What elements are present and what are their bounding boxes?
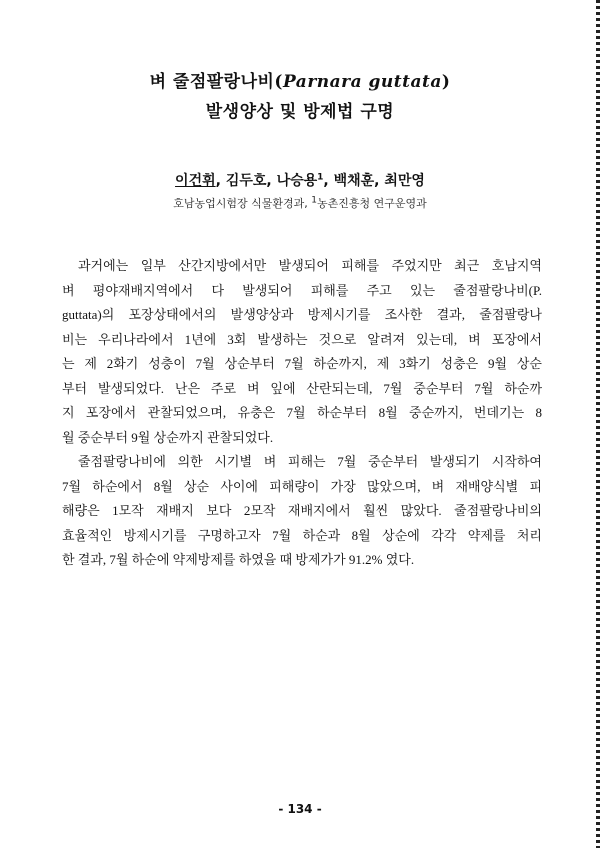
abstract-line: 효율적인 방제시기를 구명하고자 7월 하순과 8월 상순에 각각 약제를 처리: [62, 527, 542, 543]
abstract-line: 벼 평야재배지역에서 다 발생되어 피해를 주고 있는 줄점팔랑나비(P.: [62, 282, 542, 298]
abstract-line: 한 결과, 7월 하순에 약제방제를 하였을 때 방제가가 91.2% 였다.: [62, 552, 415, 567]
affiliation-marker: 1: [317, 172, 324, 183]
scan-edge: [596, 0, 600, 848]
abstract-line: 해량은 1모작 재배지 보다 2모작 재배지에서 훨씬 많았다. 줄점팔랑나비의: [62, 503, 542, 518]
abstract-line: 비는 우리나라에서 1년에 3회 발생하는 것으로 알려져 있는데, 벼 포장에서: [62, 331, 542, 347]
affiliation-marker: 1: [311, 195, 317, 206]
affiliations: 호남농업시험장 식물환경과, $^1$농촌진흥청 연구운영과: [173, 195, 427, 210]
author-list: 이건휘, 김두호, 나승용$^1$, 백채훈, 최만영: [175, 172, 425, 189]
abstract: [62, 254, 542, 573]
abstract-line: 7월 하순에서 8월 상순 사이에 피해량이 가장 많았으며, 벼 재배양식별 피: [62, 478, 542, 494]
abstract-line: guttata)의 포장상태에서의 발생양상과 방제시기를 조사한 결과, 줄점팔랑나: [62, 307, 542, 322]
first-author: 이건휘: [175, 173, 216, 189]
abstract-line: 과거에는 일부 산간지방에서만 발생되어 피해를 주었지만 최근 호남지역: [78, 258, 542, 273]
abstract-line: 부터 발생되었다. 난은 주로 벼 잎에 산란되는데, 7월 중순부터 7월 하순까: [62, 380, 542, 396]
abstract-line: 줄점팔랑나비에 의한 시기별 벼 피해는 7월 중순부터 발생되기 시작하여: [78, 454, 542, 469]
page-number: - 134 -: [278, 802, 322, 816]
abstract-line: 지 포장에서 관찰되었으며, 유충은 7월 하순부터 8월 중순까지, 번데기는 8: [62, 405, 542, 420]
paper-title-line1: 벼 줄점팔랑나비(Parnara guttata): [149, 72, 451, 92]
abstract-line: 는 제 2화기 성충이 7월 상순부터 7월 하순까지, 제 3화기 성충은 9월 상순: [62, 356, 542, 371]
abstract-line: 월 중순부터 9월 상순까지 관찰되었다.: [62, 429, 274, 445]
scientific-name: Parnara guttata: [282, 72, 442, 92]
paper-title-line2: 발생양상 및 방제법 구명: [205, 102, 395, 122]
